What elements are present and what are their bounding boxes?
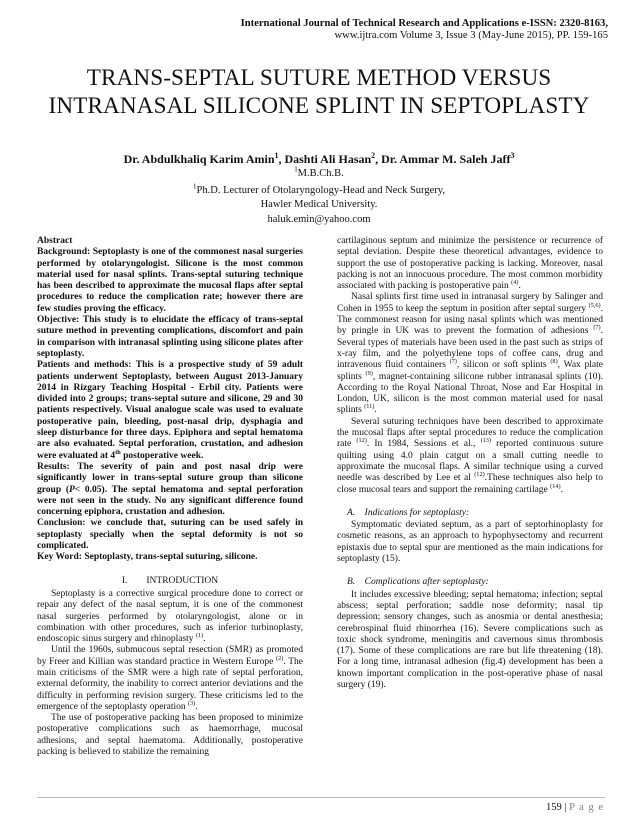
conclusion-text: we conclude that, suturing can be used safely in septoplasty specially when the septal deformity is not so complicated. [37, 518, 303, 552]
intro-p6-text: Several suturing techniques have been described to approximate the mucosal flaps after septal procedures to reduce the complication rate [337, 416, 603, 450]
ref-4: (4) [511, 279, 519, 287]
right-column [337, 236, 603, 691]
indications-paragraph: Symptomatic deviated septum, as a part of septorhinoplasty for cosmetic reasons, as an approach to hypophysectomy and recurrent epistaxis due to septal spur are mentioned as the main indications for septoplasty (15). [337, 520, 603, 565]
ref-7a: (7) [593, 324, 601, 332]
results-text: The severity of pain and post nasal drip were significantly lower in trans-septal suture group than silicone group ( [37, 461, 303, 495]
author-1: Dr. Abdulkhaliq Karim Amin [123, 152, 275, 166]
objective-label: Objective: [37, 315, 80, 326]
ref-11: (11) [364, 403, 375, 411]
page-word: P a g e [569, 802, 604, 813]
intro-p6-end: . [560, 484, 563, 495]
keywords-text: Septoplasty, trans-septal suturing, silicone. [81, 552, 258, 563]
patients-text-end: postoperative week. [120, 450, 204, 461]
objective-text: This study is to elucidate the efficacy of trans-septal suture method in preventing complications, discomfort and pain in comparison with intranasal splinting using silicone plates after septoplasty. [37, 315, 303, 359]
abstract-conclusion [37, 518, 303, 552]
intro-p6-text-d: .These techniques also help to close mucosal tears and support the remaining cartilage [337, 473, 604, 495]
intro-p2-text: Until the 1960s, submucous septal resection (SMR) as promoted by Freer and Killian was standard practice in Western Europe [37, 645, 303, 667]
intro-p5-text-d: , silicon or soft splints [456, 360, 551, 371]
paper-title: TRANS-SEPTAL SUTURE METHOD VERSUS INTRANASAL SILICONE SPLINT IN SEPTOPLASTY [48, 65, 590, 119]
ref-1: (1) [195, 631, 204, 639]
intro-p6-text-b: . In 1984, Sessions et al., [366, 439, 481, 450]
intro-paragraph-2 [37, 645, 303, 713]
background-text: Septoplasty is one of the commonest nasal surgeries performed by otolaryngologist. Silicone is the most common material used for nasal splints. Trans-septal suturing technique has been described to approximate the mucosal flaps after septal procedures to reduce the complication rate; however there are few studies proving the efficacy. [37, 247, 303, 314]
author-email: haluk.emin@yahoo.com [267, 214, 371, 225]
journal-header [188, 18, 608, 42]
author-3-affil: 3 [510, 151, 515, 160]
page-number-sep: | [561, 802, 570, 813]
conclusion-label: Conclusion: [37, 518, 86, 529]
position-sup: 1 [193, 183, 197, 191]
author-2: , Dashti Ali Hasan [278, 152, 372, 166]
background-label: Background: [37, 247, 91, 258]
intro-p5-text-c: . Several types of materials have been used in the past such as strips of x-ray film, and the polyethylene tops of coffee cans, drug and intravenous fluid containers [337, 326, 603, 371]
ref-2: (2) [276, 654, 284, 662]
intro-p5-text: Nasal splints first time used in intranasal surgery by Salinger and Cohen in 1955 to keep the septum in position after septal surgery [337, 292, 603, 314]
author-list [0, 152, 638, 166]
abstract-background [37, 247, 303, 315]
abstract-patients [37, 360, 303, 462]
ref-12b: (12) [474, 471, 485, 479]
affiliation-degree [0, 168, 638, 180]
intro-p5-text-f: , magnet-containing silicone rubber intranasal splints (10). According to the Royal National Throat, Nose and Ear Hospital in London, UK, silicon is the most common material used for nasal splints [337, 371, 604, 416]
keywords-label: Key Word: [37, 552, 82, 563]
intro-p2-end: . [195, 701, 198, 712]
ref-5-6: (5,6) [588, 301, 601, 309]
left-column [37, 236, 303, 758]
patients-sup: th [115, 448, 121, 456]
introduction-heading: I. INTRODUCTION [121, 575, 219, 586]
author-3: , Dr. Ammar M. Saleh Jaff [375, 152, 511, 166]
journal-header-line1: International Journal of Technical Research and Applications e-ISSN: 2320-8163, [240, 18, 608, 29]
abstract-heading: Abstract [37, 236, 73, 246]
abstract-keywords [37, 552, 303, 563]
ref-8: (8) [550, 358, 558, 366]
affiliation-position [0, 185, 638, 197]
results-p-symbol: P [68, 484, 75, 495]
position-text: Ph.D. Lecturer of Otolaryngology-Head and Neck Surgery, [196, 185, 445, 196]
intro-paragraph-3: The use of postoperative packing has been proposed to minimize postoperative complications such as haemorrhage, mucosal adhesions, and septal haematoma. Additionally, postoperative packing is believed to stabilize the remaining [37, 713, 303, 758]
intro-paragraph-6 [337, 417, 603, 496]
intro-paragraph-4 [337, 236, 603, 292]
degree-sup: 1 [294, 166, 298, 174]
page-number [546, 802, 604, 813]
affiliation-university: Hawler Medical University. [260, 199, 378, 210]
ref-14: (14) [550, 482, 561, 490]
page-number-value: 159 [545, 802, 562, 813]
ref-9: (9) [365, 369, 373, 377]
intro-p4-end: . [518, 281, 521, 292]
intro-p5-end: . [374, 405, 377, 416]
journal-header-line2: www.ijtra.com Volume 3, Issue 3 (May-June 2015), PP. 159-165 [334, 30, 608, 41]
intro-p5-text-e: , Wax plate splints [337, 360, 604, 382]
degree-text: M.B.Ch.B. [297, 168, 344, 179]
intro-p2-text-b: . The main criticisms of the SMR were a high rate of septal perforation, external deformity, the inability to correct anterior deviations and the difficulty in performing revision surgery. These criticisms led to the emergence of the septoplasty operation [37, 656, 303, 712]
ref-12a: (12) [356, 437, 367, 445]
results-label: Results: [37, 461, 70, 472]
footer-rule [37, 797, 605, 798]
patients-text: This is a prospective study of 59 adult patients underwent Septoplasty, between August 2013-January 2014 in Rizgary Teaching Hospital - Erbil city. Patients were divided into 2 groups; trans-septal suture and silicone, 29 and 30 patients respectively. Visual analogue scale was used to evaluate postoperative pain, bleeding, post-nasal drip, dysphagia and sleep disturbance for three days. Epiphora and septal hematoma are also evaluated. Septal perforation, crustation, and adhesion were evaluated at 4 [37, 360, 303, 461]
ref-7b: (7) [449, 358, 457, 366]
intro-p4-text: cartilaginous septum and minimize the persistence or recurrence of septal deviation. Despite these theoretical advantages, evidence to support the use of postoperative packing is lacking. Moreover, nasal packing is not an innocuous procedure. The most common morbidity associated with packing is postoperative pain [337, 236, 603, 292]
intro-paragraph-1 [37, 589, 303, 645]
ref-13: (13) [480, 437, 492, 445]
results-text-end: < 0.05). The septal hematoma and septal perforation were not seen in the study. No any significant difference found concerning epiphora, crustation and adhesion. [37, 484, 303, 518]
abstract-objective [37, 315, 303, 360]
ref-3: (3) [187, 699, 196, 707]
intro-p1-text: Septoplasty is a corrective surgical procedure done to correct or repair any defect of the nasal septum, it is one of the commonest nasal surgeries performed by otolaryngologist, alone or in combination with other procedures, such as inferior turbinoplasty, endoscopic sinus surgery and rhinoplasty [37, 588, 303, 645]
complications-paragraph: It includes excessive bleeding; septal hematoma; infection; septal abscess; septal perforation; saddle nose deformity; nasal tip depression; sensory changes, such as anosmia or dental anesthesia; cerebrospinal fluid rhinorrhea (16). Severe complications such as toxic shock syndrome, meningitis and cavernous sinus thrombosis (17). Some of these complications are rare but life threatening (18). For a long time, intranasal adhesion (fig.4) development has been a known important complication in the post-operative phase of nasal surgery (19). [337, 589, 603, 690]
patients-label: Patients and methods: [37, 360, 132, 371]
abstract-results [37, 462, 303, 518]
intro-p6-text-c: reported continuous suture quilting using 4.0 plain catgut on a small cutting needle to approximate the mucosal flaps. A similar technique using a curved needle was described by Lee et al [337, 439, 604, 484]
complications-heading: B. Complications after septoplasty: [347, 577, 489, 588]
intro-p5-text-b: . The commonest reason for using nasal splints which was mentioned by pringle in UK was to prevent the formation of adhesions [337, 303, 603, 337]
intro-p1-end: . [203, 634, 206, 645]
author-1-affil: 1 [274, 151, 279, 160]
intro-paragraph-5 [337, 292, 603, 416]
abstract-section [37, 236, 303, 564]
indications-heading: A. Indications for septoplasty: [347, 507, 470, 518]
author-2-affil: 2 [371, 151, 376, 160]
